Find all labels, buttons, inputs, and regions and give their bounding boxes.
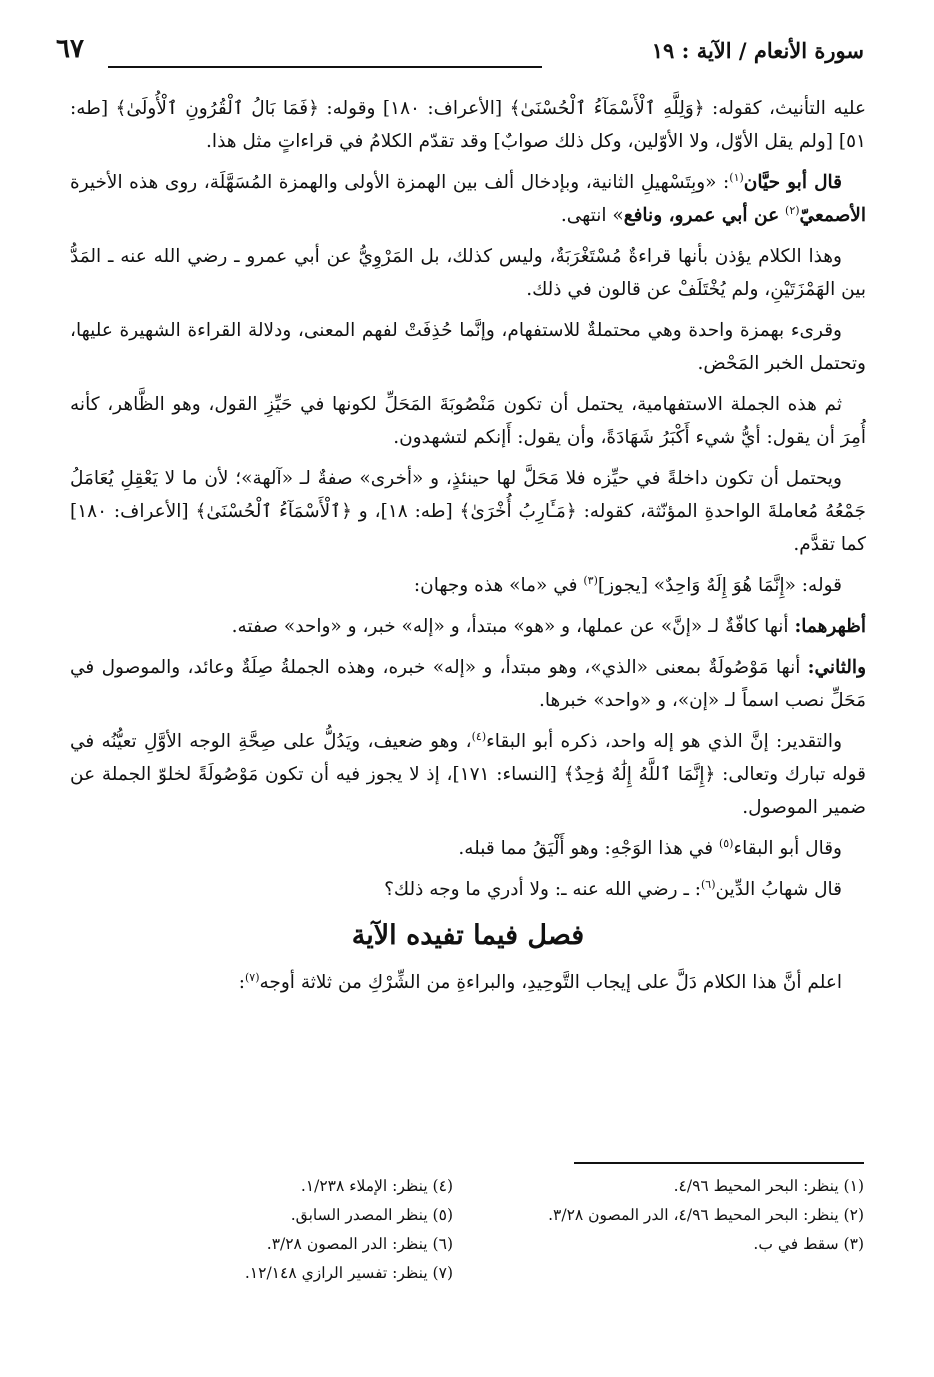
footnote-mark: (٢) — [785, 203, 800, 217]
footnote: (٤) ينظر: الإملاء ١/٢٣٨. — [300, 1177, 453, 1195]
paragraph: ثم هذه الجملة الاستفهامية، يحتمل أن تكون مَنْصُوبَةَ المَحَلِّ لكونها في حَيِّزِ القول، وهو الظَّاهر، كأنه أُمِرَ أن يقول: أيُّ شيء أَكْبَرُ شَهَادَةً، وأن يقول: أَإنكم لتشهدون. — [70, 394, 866, 448]
footnote: (٥) ينظر المصدر السابق. — [290, 1206, 453, 1224]
paragraph: ويحتمل أن تكون داخلةً في حيِّزه فلا مَحَلَّ لها حينئذٍ، و «أخرى» صفةٌ لـ «آلهة»؛ لأن ما لا يَعْقِلِ يُعَامَلُ جَمْعُهُ مُعاملةَ الواحدةِ المؤنّثة، كقوله: ﴿مَـَٔارِبُ أُخْرَىٰ﴾ [طه: ١٨]، و ﴿ٱلْأَسْمَآءُ ٱلْحُسْنَىٰ﴾ [الأعراف: ١٨٠] كما تقدَّم. — [70, 468, 866, 555]
paragraph: قال أبو حيَّان$^{(١)}$: «وبِتَسْهيلِ الثانية، وبإدخال ألف بين الهمزة الأولى والهمزة المُسَهَّلَة، روى هذه الأخيرة الأصمعيّ$^{(٢)}$ عن أبي عمرو، ونافع» انتهى. — [70, 170, 866, 226]
text-run: اعلم أنَّ هذا الكلام دَلَّ على إيجاب التَّوحِيدِ، والبراءةِ من الشِّرْكِ من ثلاثة أوجه — [259, 972, 842, 993]
footnote-column-left — [70, 1172, 453, 1288]
text-run: وقال أبو البقاء — [733, 838, 842, 859]
footnote: (١) ينظر: البحر المحيط ٤/٩٦. — [673, 1177, 864, 1195]
text-run: والتقدير: إنَّ الذي هو إله واحد، ذكره أبو البقاء — [486, 731, 842, 752]
paragraph — [70, 966, 866, 999]
paragraph — [70, 569, 866, 602]
main-text — [70, 92, 866, 1007]
quote-end: » انتهى. — [560, 205, 624, 226]
text-run: : — [238, 972, 245, 993]
footnote: (٣) سقط في ب. — [753, 1235, 864, 1253]
footnote-mark: (٣) — [583, 573, 598, 587]
section-title: فصل فيما تفيده الآية — [351, 920, 585, 951]
paragraph: وهذا الكلام يؤذن بأنها قراءةٌ مُسْتَغْرَبَةٌ، وليس كذلك، بل المَرْوِيُّ عن أبي عمرو ـ رضي الله عنه ـ المَدُّ بين الهَمْزَتَيْنِ، ولم يُخْتَلَفْ عن قالون في ذلك. — [70, 246, 866, 300]
footnote: (٦) ينظر: الدر المصون ٣/٢٨. — [266, 1235, 453, 1253]
footnotes — [70, 1172, 864, 1288]
paragraph — [70, 610, 866, 643]
text-run: أنها كافّةٌ لـ «إنَّ» عن عملها، و «هو» مبتدأ، و «إله» خبر، و «واحد» صفته. — [231, 616, 789, 637]
term-label: أظهرهما: — [794, 616, 866, 637]
paragraph — [70, 651, 866, 717]
footnote-rule — [574, 1162, 864, 1164]
text-run: قال شهابُ الدِّين — [715, 879, 842, 900]
paragraph — [70, 725, 866, 824]
running-head: سورة الأنعام / الآية : ١٩ — [651, 38, 864, 63]
footnote: (٧) ينظر: تفسير الرازي ١٢/١٤٨. — [244, 1264, 453, 1282]
footnote-mark: (٥) — [718, 836, 734, 850]
header-rule — [108, 66, 542, 68]
paragraph: وقرىء بهمزة واحدة وهي محتملةٌ للاستفهام، وإنَّما حُذِفَتْ لفهم المعنى، ودلالة القراءة الشهيرة عليها، وتحتمل الخبر المَحْض. — [70, 320, 866, 374]
footnote-column-right — [481, 1172, 864, 1288]
paragraph — [70, 832, 866, 865]
quote-text: قوله: «إِنَّمَا هُوَ إِلَهٌ وَاحِدٌ» [يجوز] — [597, 575, 842, 596]
text-run: في هذا الوَجْهِ: وهو أَلْيَقُ مما قبله. — [458, 838, 719, 859]
footnote: (٢) ينظر: البحر المحيط ٤/٩٦، الدر المصون ٣/٢٨. — [548, 1206, 864, 1224]
speaker-label: قال أبو حيَّان — [743, 172, 842, 193]
text-run: ، وهو ضعيف، ويَدُلُّ على صِحَّةِ الوجه الأوَّلِ تعيُّنُه في قوله تبارك وتعالى: ﴿إِنَّمَا ٱللَّهُ إِلَٰهٌ وَٰحِدٌ﴾ [النساء: ١٧١]، إذ لا يجوز فيه أن تكون مَوْصُولَةً لخلوّ الجملة عن ضمير الموصول. — [70, 731, 866, 818]
text-run: أنها مَوْصُولَةٌ بمعنى «الذي»، وهو مبتدأ، و «إله» خبره، وهذه الجملةُ صِلَةٌ وعائد، والموصول في مَحَلِّ نصب اسماً لـ «إن»، و «واحد» خبرها. — [70, 657, 866, 711]
paragraph: عليه التأنيث، كقوله: ﴿وَلِلَّهِ ٱلْأَسْمَآءُ ٱلْحُسْنَىٰ﴾ [الأعراف: ١٨٠] وقوله: ﴿فَمَا بَالُ ٱلْقُرُونِ ٱلْأُولَىٰ﴾ [طه: ٥١] [ولم يقل الأوّل، ولا الأوّلين، وكل ذلك صوابٌ] وقد تقدّم الكلامُ في قراءاتٍ مثل هذا. — [70, 98, 866, 152]
footnote-mark: (٦) — [701, 877, 716, 891]
page-number: ٦٧ — [56, 34, 84, 64]
text-run: في «ما» هذه وجهان: — [413, 575, 584, 596]
paragraph — [70, 873, 866, 906]
quote-text: «وبِتَسْهيلِ الثانية، وبإدخال ألف بين الهمزة الأولى والهمزة المُسَهَّلَة، روى هذه الأخيرة — [70, 172, 717, 193]
term-label: والثاني: — [807, 657, 866, 678]
name-asmai: الأصمعيّ — [799, 205, 866, 226]
text-run: : ـ رضي الله عنه ـ: ولا أدري ما وجه ذلك؟ — [384, 879, 701, 900]
footnote-mark: (٤) — [471, 729, 487, 743]
name-abu-amr: عن أبي عمرو، ونافع — [623, 205, 780, 226]
footnote-mark: (٧) — [245, 970, 260, 984]
footnote-mark: (١) — [729, 170, 744, 184]
